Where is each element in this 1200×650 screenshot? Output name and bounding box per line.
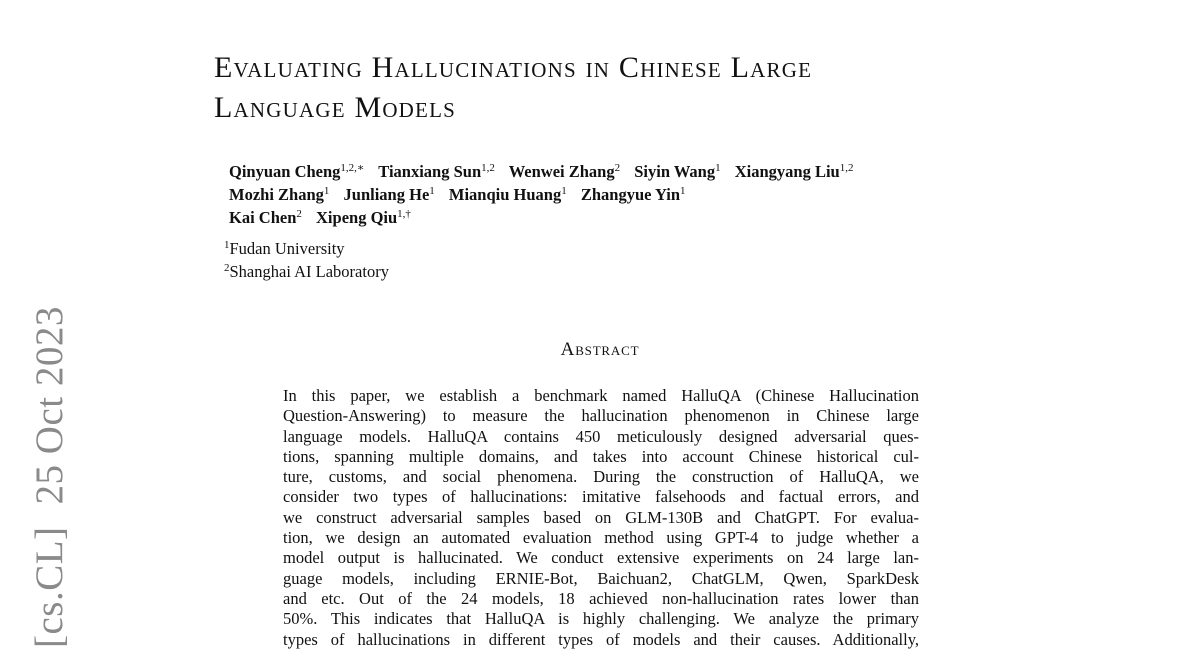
author: Xiangyang Liu$^{1,2}$ [734, 162, 854, 181]
author-list [229, 160, 1029, 229]
affiliation: $^2$Shanghai AI Laboratory [224, 262, 389, 281]
author: Kai Chen$^2$ [229, 208, 302, 227]
abstract-line: tion, we design an automated evaluation method using GPT-4 to judge whether a [283, 528, 919, 548]
paper-title [214, 48, 1034, 128]
abstract-line: ture, customs, and social phenomena. During the construction of HalluQA, we [283, 467, 919, 487]
arxiv-date: 25 Oct 2023 [28, 306, 71, 505]
author: Qinyuan Cheng$^{1,2,∗}$ [229, 162, 365, 181]
author: Wenwei Zhang$^2$ [508, 162, 621, 181]
author: Junliang He$^1$ [343, 185, 435, 204]
arxiv-category: [cs.CL] [28, 526, 71, 648]
author: Xipeng Qiu$^{1,\dagger}$ [316, 208, 411, 227]
abstract-heading: Abstract [560, 339, 640, 360]
abstract-line: In this paper, we establish a benchmark named HalluQA (Chinese Hallucination [283, 386, 919, 405]
abstract-line: model output is hallucinated. We conduct extensive experiments on 24 large lan- [283, 548, 919, 568]
title-line-2: Language Models [214, 91, 456, 124]
affiliation: $^1$Fudan University [224, 239, 345, 258]
author: Zhangyue Yin$^1$ [580, 185, 686, 204]
author: Siyin Wang$^1$ [634, 162, 721, 181]
affiliation-list [224, 237, 389, 283]
abstract-body [283, 386, 919, 650]
author: Tianxiang Sun$^{1,2}$ [378, 162, 495, 181]
abstract-line: language models. HalluQA contains 450 meticulously designed adversarial ques- [283, 426, 919, 446]
abstract-line: we construct adversarial samples based on GLM-130B and ChatGPT. For evalua- [283, 507, 919, 527]
author: Mozhi Zhang$^1$ [229, 185, 330, 204]
abstract-line: tions, spanning multiple domains, and takes into account Chinese historical cul- [283, 446, 919, 466]
abstract-line: Question-Answering) to measure the hallucination phenomenon in Chinese large [283, 406, 919, 426]
abstract-line: guage models, including ERNIE-Bot, Baichuan2, ChatGLM, Qwen, SparkDesk [283, 568, 919, 588]
abstract-line: types of hallucinations in different types of models and their causes. Additionally, [283, 629, 919, 649]
title-line-1: Evaluating Hallucinations in Chinese Large [214, 51, 813, 84]
abstract-line: 50%. This indicates that HalluQA is highly challenging. We analyze the primary [283, 609, 919, 629]
abstract-line: consider two types of hallucinations: imitative falsehoods and factual errors, and [283, 487, 919, 507]
author: Mianqiu Huang$^1$ [448, 185, 567, 204]
abstract-line: and etc. Out of the 24 models, 18 achieved non-hallucination rates lower than [283, 588, 919, 608]
